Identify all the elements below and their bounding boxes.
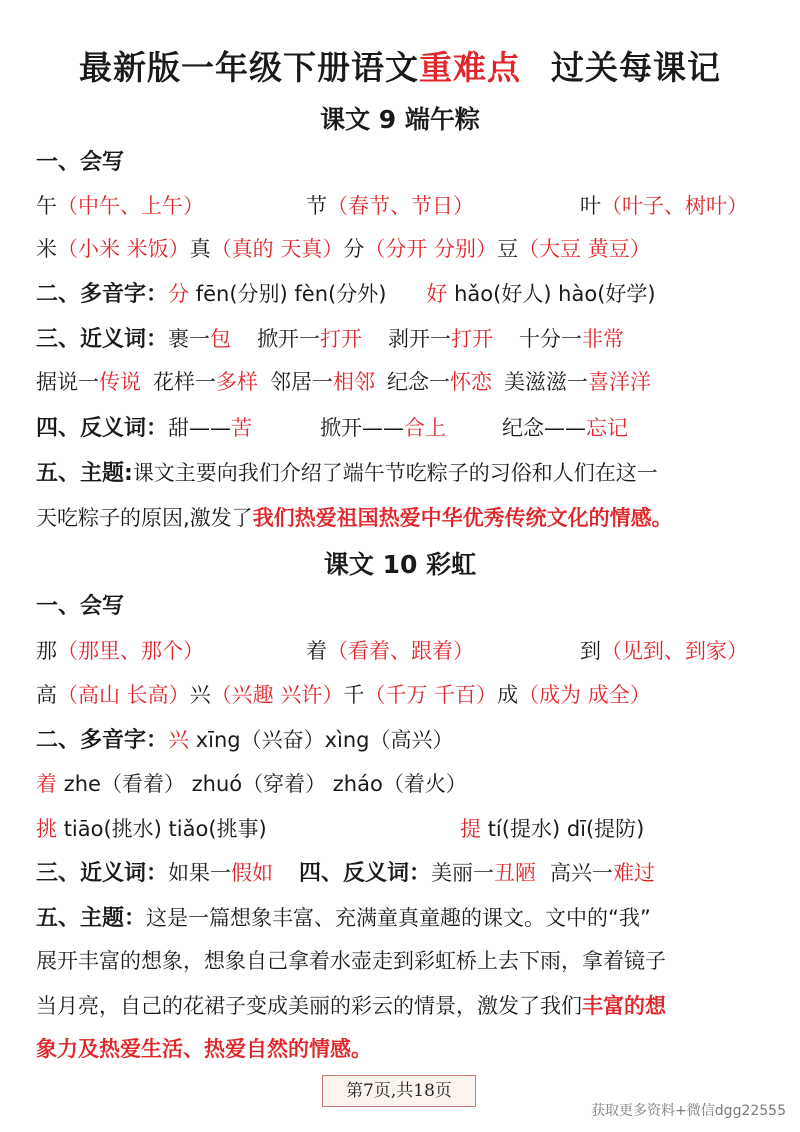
l10-write-row1-a: 那（那里、那个） <box>36 639 204 663</box>
l10-theme-line3: 当月亮，自己的花裙子变成美丽的彩云的情景，激发了我们丰富的想 <box>36 994 666 1018</box>
l10-write-row1-b: 着（看着、跟着） <box>306 639 474 663</box>
l10-polyphone-row2: 着 zhe（看着） zhuó（穿着） zháo（着火） <box>36 772 467 796</box>
l9-antonym-row: 四、反义词：甜——苦 掀开——合上 纪念——忘记 <box>36 416 629 441</box>
l9-write-row1-a: 午（中午、上午） <box>36 194 204 218</box>
l10-polyphone-row1: 二、多音字：兴 xīng（兴奋）xìng（高兴） <box>36 728 454 753</box>
lesson-9-heading: 课文 9 端午粽 <box>320 105 480 134</box>
page-title <box>0 42 800 89</box>
title-highlight: 重难点 <box>419 48 521 87</box>
l9-polyphone-row: 二、多音字：分 fēn(分别) fèn(分外) 好 hǎo(好人) hào(好学) <box>36 282 656 307</box>
l10-write-row1-c: 到（见到、到家） <box>580 639 748 663</box>
l9-write-heading: 一、会写 <box>36 150 125 175</box>
l9-write-row2: 米（小米 米饭）真（真的 天真）分（分开 分别）豆（大豆 黄豆） <box>36 237 651 261</box>
l10-synonym-antonym-row: 三、近义词：如果一假如 四、反义词：美丽一丑陋 高兴一难过 <box>36 861 656 886</box>
title-part: 最新版一年级下册语文 <box>79 48 419 87</box>
l9-synonym-row2: 据说一传说 花样一多样 邻居一相邻 纪念一怀恋 美滋滋一喜洋洋 <box>36 370 651 394</box>
l10-write-heading: 一、会写 <box>36 594 125 619</box>
l9-write-row1-c: 叶（叶子、树叶） <box>580 194 748 218</box>
l10-polyphone-row3-b: 提 tí(提水) dī(提防) <box>460 817 645 841</box>
watermark: 获取更多资料+微信dgg22555 <box>591 1103 786 1119</box>
l10-theme-line2: 展开丰富的想象，想象自己拿着水壶走到彩虹桥上去下雨，拿着镜子 <box>36 949 666 973</box>
lesson-10-heading: 课文 10 彩虹 <box>323 550 477 579</box>
l9-synonym-row1: 三、近义词：裹一包 掀开一打开 剥开一打开 十分一非常 <box>36 327 625 352</box>
l10-write-row2: 高（高山 长高）兴（兴趣 兴许）千（千万 千百）成（成为 成全） <box>36 683 651 707</box>
title-part: 过关每课记 <box>551 48 721 87</box>
page-number: 第7页,共18页 <box>322 1075 476 1107</box>
l9-theme-line1: 五、主题:课文主要向我们介绍了端午节吃粽子的习俗和人们在这一 <box>36 461 658 486</box>
l10-polyphone-row3-a: 挑 tiāo(挑水) tiǎo(挑事) <box>36 817 267 841</box>
l10-theme-line4: 象力及热爱生活、热爱自然的情感。 <box>36 1037 372 1061</box>
l9-theme-line2: 天吃粽子的原因,激发了我们热爱祖国热爱中华优秀传统文化的情感。 <box>36 506 673 530</box>
l10-theme-line1: 五、主题：这是一篇想象丰富、充满童真童趣的课文。文中的“我” <box>36 906 651 931</box>
l9-write-row1-b: 节（春节、节日） <box>306 194 474 218</box>
